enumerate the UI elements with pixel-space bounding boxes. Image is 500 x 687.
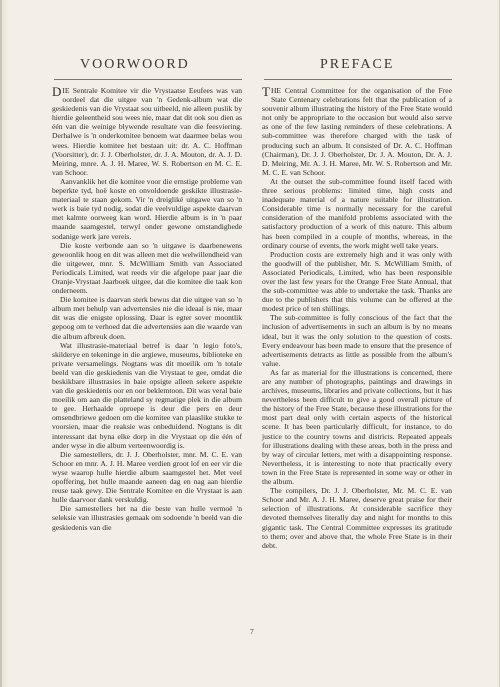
page-number: 7 bbox=[250, 627, 254, 636]
paragraph: Die koste verbonde aan so 'n uitgawe is daarbenewens gewoonlik hoog en dit was alleen met die welwillendheid van die uitgewer, mnr. S. McWilliam Smith van Associated Periodicals Limited, wat reeds vir die afgelope paar jaar die Oranje-Vrystaat Jaarboek uitgee, dat die komitee die taak kon onderneem. bbox=[52, 240, 242, 296]
english-column bbox=[262, 86, 452, 550]
paragraph: DIE Sentrale Komitee vir die Vrystaatse Eeufees was van oordeel dat die uitgee van 'n Gedenk-album wat die geskiedenis van die Vrystaat sou uitbeeld, nie alleen puslik by hierdie geleentheid sou wees nie, maar dat dit ook sou dien as één van die weinige blywende resultate van die feesviering. Derhalwe is 'n onderkomitee benoem wat daarmee belas wou wees. Hierdie komitee het bestaan uit: dr. A. C. Hoffman (Voorsitter), dr. J. J. Oberholster, dr. J. A. Mouton, dr. A. J. D. Meiring, mnre. A. J. H. Maree, W. S. Robertson en M. C. E. van Schoor. bbox=[52, 84, 242, 177]
paragraph: Production costs are extremely high and it was only with the goodwill of the publisher, Mr. S. McWilliam Smith, of Associated Periodicals, Limited, who has been responsible over the last few years for the Orange Free State Annual, that the sub-committee was able to undertake the task. Thanks are due to the publishers that this volume can be offered at the modest price of ten shillings. bbox=[262, 249, 452, 314]
heading-rule-left bbox=[54, 79, 242, 80]
heading-rule-right bbox=[264, 79, 452, 80]
paragraph: At the outset the sub-committee found itself faced with three serious problems: limited time, high costs and inadequate material of a nature suitable for illustration. Considerable time is normally necessary for the careful consideration of the manifold problems associated with the satisfactory production of a work of this nature. This album has been compiled in a couple of months, whereas, in the ordinary course of events, the work might well take years. bbox=[262, 176, 452, 250]
paragraph: Die samestellers het na die beste van hulle vermoë 'n seleksie van illustrasies gemaak om sodoende 'n beeld van die geskiedenis van die bbox=[52, 504, 242, 532]
paragraph: The sub-committee is fully conscious of the fact that the inclusion of advertisements in such an album is by no means ideal, but it was the only solution to the question of costs. Every endeavour has been made to ensure that the presence of advertisements detracts as little as possible from the album's value. bbox=[262, 313, 452, 368]
heading-afrikaans: VOORWOORD bbox=[80, 57, 190, 72]
paragraph: Die komitee is daarvan sterk bewus dat die uitgee van so 'n album met behulp van advertensies nie die ideaal is nie, maar dit was die enigste oplossing. Daar is egter sover moontlik gepoog om te verhoed dat die advertensies aan die waarde van die album afbreuk doen. bbox=[52, 295, 242, 341]
paragraph: As far as material for the illustrations is concerned, there are any number of photographs, paintings and drawings in archives, museums, libraries and private collections, but it has nevertheless been difficult to give a good overall picture of the history of the Free State, because these illustrations for the most part deal only with certain aspects of the historical scene. It has been particularly difficult, for instance, to do justice to the country towns and districts. Repeated appeals for illustrations dealing with these areas, both in the press and by way of circular letters, met with a disappointing response. Nevertheless, it is interesting to note that practically every town in the Free State is represented in some way or other in the album. bbox=[262, 367, 452, 487]
paragraph: The compilers, Dr. J. J. Oberholster, Mr. M. C. E. van Schoor and Mr. A. J. H. Maree, deserve great praise for their selection of illustrations. At considerable sacrifice they devoted themselves literally day and night for months to this gigantic task. The Central Committee expresses its gratitude to them; over and above that, the whole Free State is in their debt. bbox=[262, 486, 452, 550]
paragraph: Aanvanklik het die komitee voor die ernstige probleme van beperkte tyd, hoë koste en onvoldoende geskikte illustrasie-materiaal te staan gekom. Vir 'n dreigliké uitgawe van so 'n werk is baie tyd nodig, sodat die veelvuldige aspekte daarvan met kalmte oorweeg kan word. Hierdie album is in 'n paar maande saamgestel, terwyl onder gewone omstandighede sodanige werk jare vereis. bbox=[52, 176, 242, 241]
paragraph: Wat illustrasie-materiaal betref is daar 'n legio foto's, skilderye en tekeninge in die argiewe, museums, biblioteke en private versamelings. Nogtans was dit moeilik om 'n totale beeld van die geskiedenis van die Vrystaat te gee, omdat die beskikbare illustrasies in baie opsigte alleen sekere aspekte van die geskiedenis oor en oor beklemtoon. Dit was veral baie moeilik om aan die platteland sy regmatige plek in die album te gee. Herhaalde oproepe is deur die pers en deur omsendbriewe gedoen om die komitee van plaaslike stukke te voorsien, maar die reaksie was onbeduidend. Nogtans is dit interessant dat byna elke dorp in die Vrystaat op die één of ander wyse in die album verteenwoordig is. bbox=[52, 340, 242, 450]
afrikaans-column bbox=[52, 86, 242, 532]
paragraph: THE Central Committee for the organisation of the Free State Centenary celebrations felt that the publication of a souvenir album illustrating the history of the Free State would not only be appropriate to the occasion but would also serve as one of the few lasting reminders of these celebrations. A sub-committee was therefore charged with the task of producing such an album. It consisted of Dr. A. C. Hoffman (Chairman), Dr. J. J. Oberholster, Dr. J. A. Mouton, Dr. A. J. D. Meiring, Mr. A. J. H. Maree, Mr. W. S. Robertson and Mr. M. C. E. van Schoor. bbox=[262, 84, 452, 177]
paragraph: Die samestellers, dr. J. J. Oberholster, mnr. M. C. E. van Schoor en mnr. A. J. H. Maree verdien groot lof en eer vir die wyse waarop hulle hierdie album saamgestel het. Met veel opoffering, het hulle maande aaneen dag en nag aan hierdie reuse taak gewy. Die Sentrale Komitee en die Vrystaat is aan hulle daarvoor dank verskuldig. bbox=[52, 449, 242, 505]
heading-english: PREFACE bbox=[320, 57, 395, 72]
